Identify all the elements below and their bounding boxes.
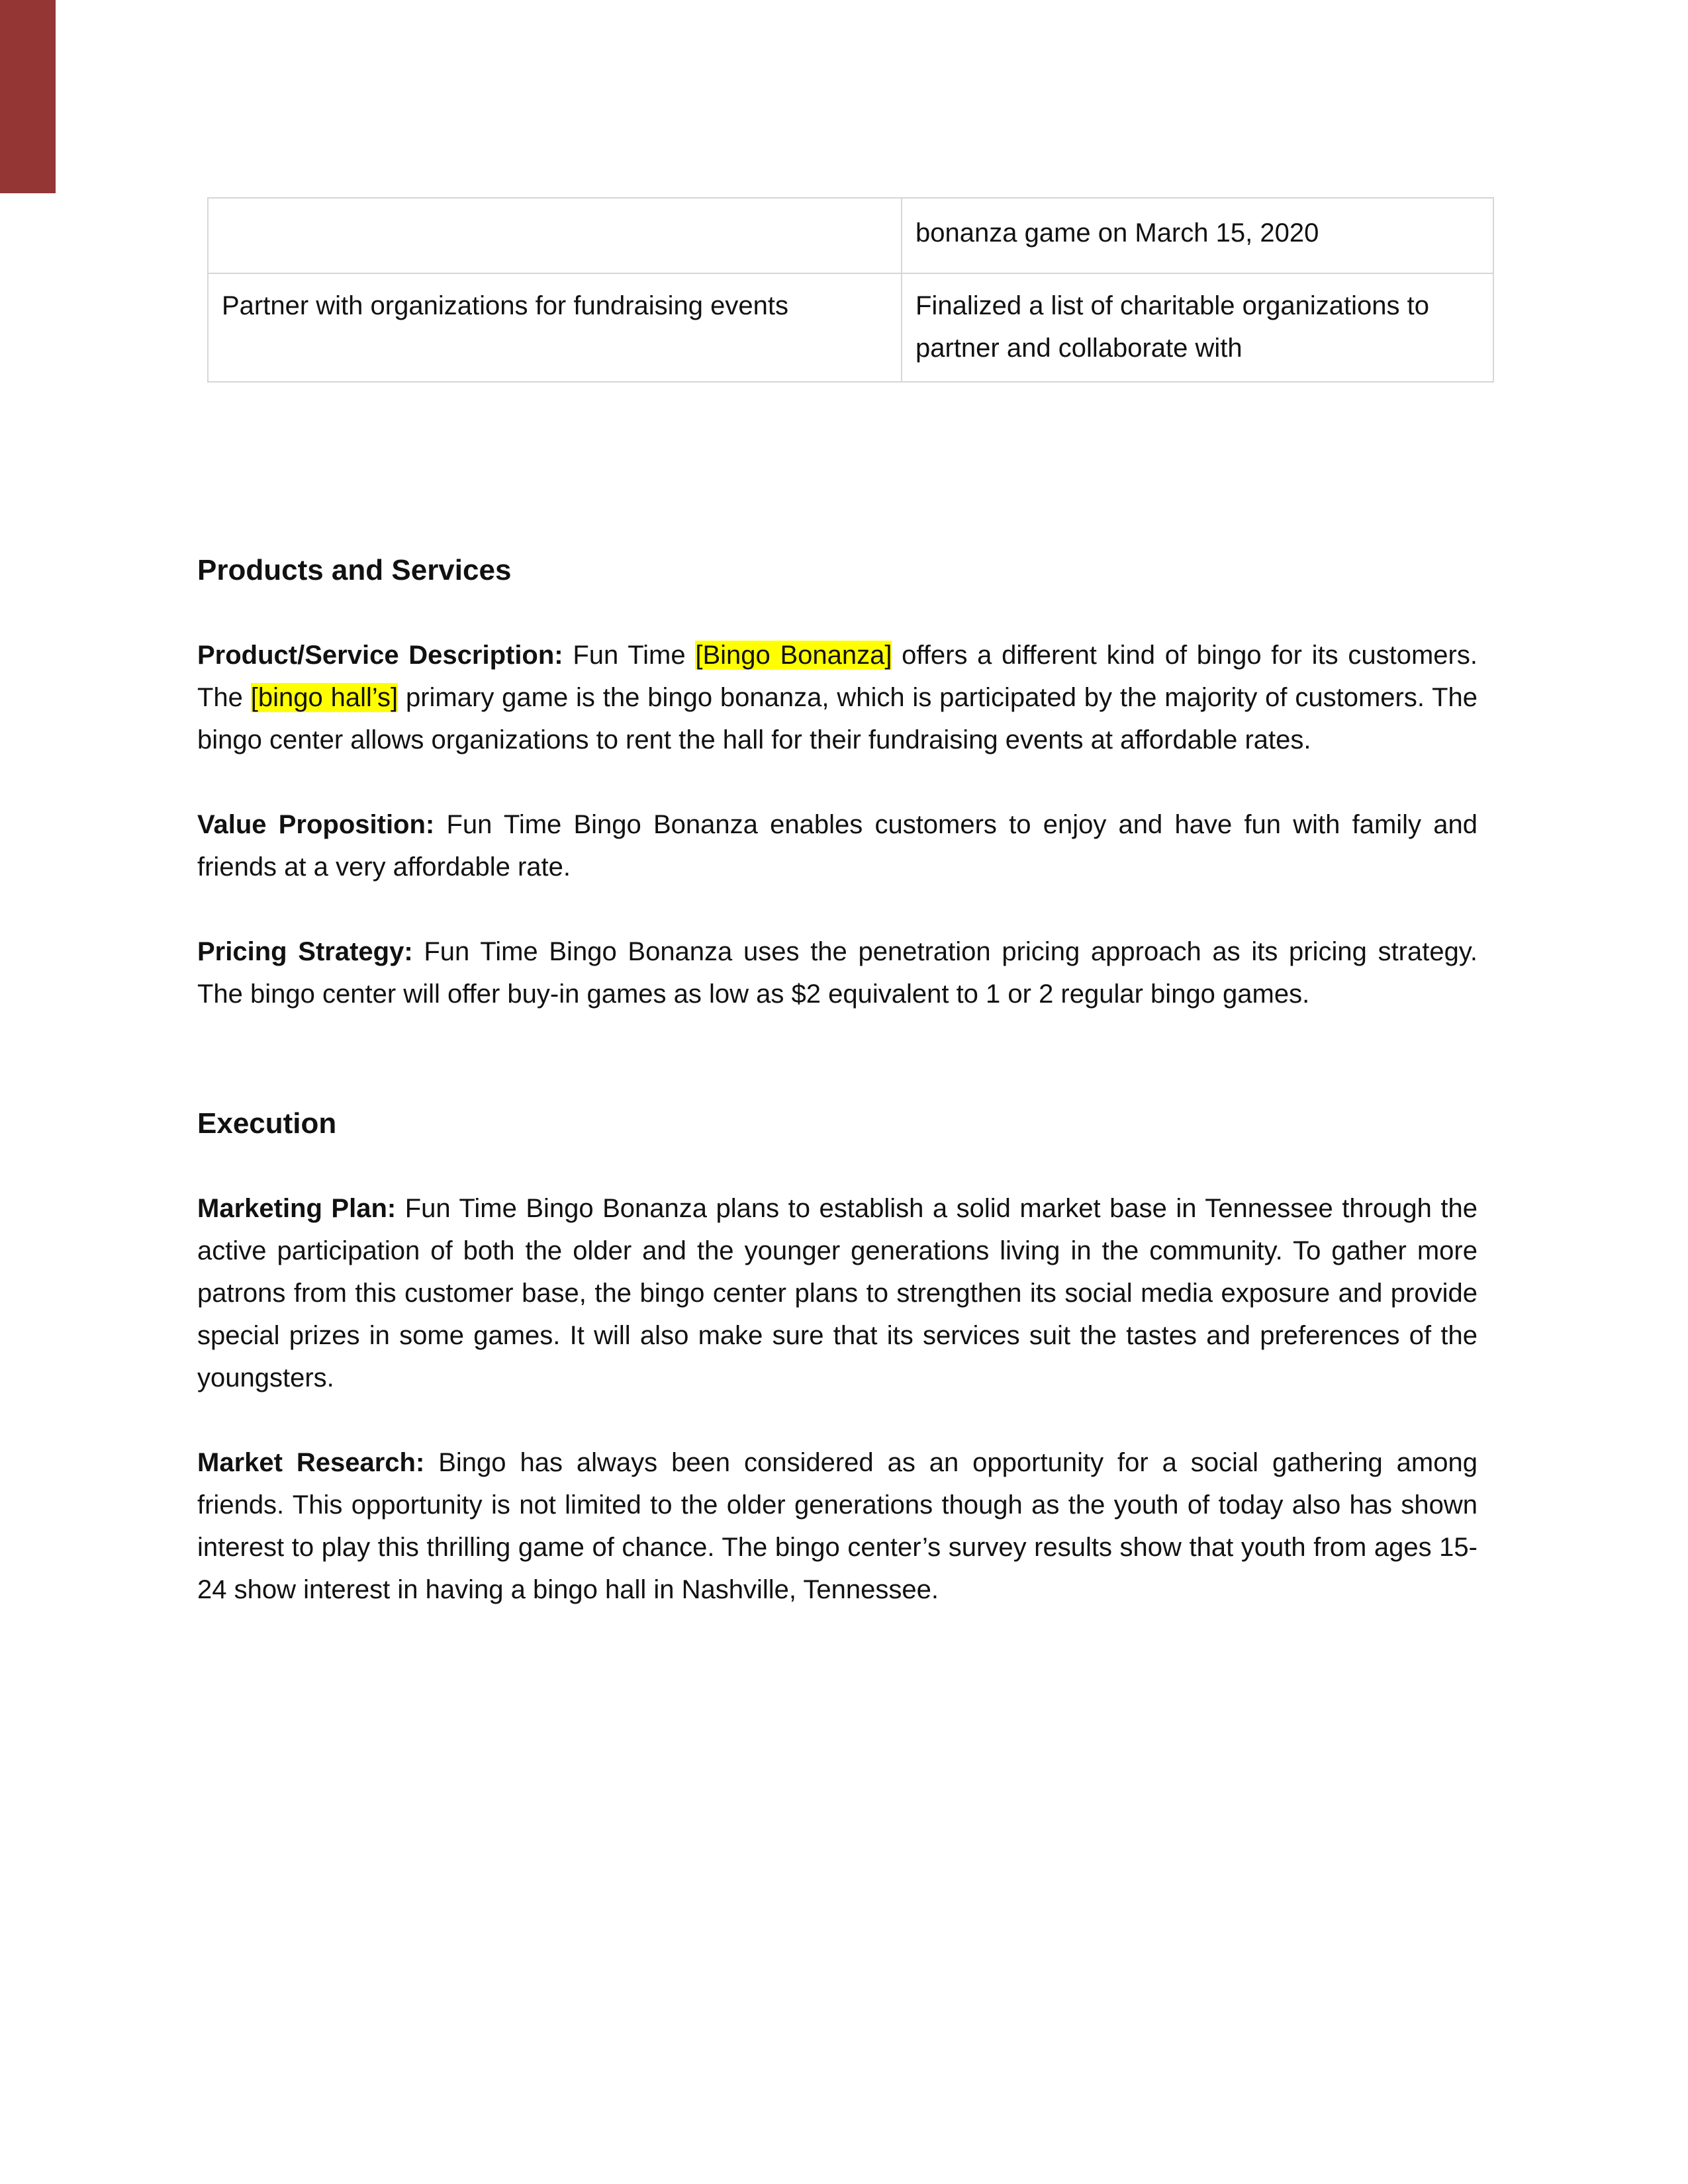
table-row — [208, 273, 1493, 382]
pricing-strategy-paragraph — [197, 931, 1477, 1015]
table-cell-right: Finalized a list of charitable organizations to partner and collaborate with — [902, 273, 1493, 382]
milestones-table — [207, 197, 1494, 383]
market-research-paragraph — [197, 1441, 1477, 1611]
value-proposition-paragraph — [197, 803, 1477, 888]
page-accent-bar — [0, 0, 56, 193]
table-cell-right: bonanza game on March 15, 2020 — [902, 198, 1493, 273]
paragraph-label: Market Research: — [197, 1448, 425, 1477]
table-row — [208, 198, 1493, 273]
product-description-paragraph — [197, 634, 1477, 761]
highlighted-placeholder: [Bingo Bonanza] — [695, 641, 892, 670]
paragraph-text: Fun Time — [563, 641, 696, 670]
table-cell-left — [208, 198, 902, 273]
paragraph-text: Fun Time Bingo Bonanza plans to establish a solid market base in Tennessee through the active participation of both the older and the younger generations living in the community. To gather more patrons from this customer base, the bingo center plans to strengthen its social media exposure and provide special prizes in some games. It will also make sure that its services suit the tastes and preferences of the youngsters. — [197, 1194, 1477, 1392]
paragraph-text: Fun Time Bingo Bonanza enables customers to enjoy and have fun with family and friends at a very affordable rate. — [197, 810, 1477, 882]
paragraph-text: Fun Time Bingo Bonanza uses the penetration pricing approach as its pricing strategy. The bingo center will offer buy-in games as low as $2 equivalent to 1 or 2 regular bingo games. — [197, 937, 1478, 1009]
paragraph-label: Product/Service Description: — [197, 641, 563, 670]
section-heading-execution: Execution — [197, 1107, 337, 1140]
table-cell-left: Partner with organizations for fundraising events — [208, 273, 902, 382]
paragraph-text: primary game is the bingo bonanza, which is participated by the majority of customers. The bingo center allows organizations to rent the hall for their fundraising events at affordable rates. — [197, 683, 1478, 754]
marketing-plan-paragraph — [197, 1187, 1477, 1399]
highlighted-placeholder: [bingo hall’s] — [250, 683, 399, 712]
paragraph-label: Marketing Plan: — [197, 1194, 397, 1223]
paragraph-text: offers a different kind of bingo for its customers. The — [197, 641, 1477, 712]
paragraph-label: Value Proposition: — [197, 810, 435, 839]
section-heading-products: Products and Services — [197, 554, 512, 586]
paragraph-text: Bingo has always been considered as an opportunity for a social gathering among friends. This opportunity is not limited to the older generations though as the youth of today also has shown interest to play this thrilling game of chance. The bingo center’s survey results show that youth from ages 15-24 show interest in having a bingo hall in Nashville, Tennessee. — [197, 1448, 1477, 1604]
paragraph-label: Pricing Strategy: — [197, 937, 413, 966]
document-body — [197, 549, 1477, 1611]
